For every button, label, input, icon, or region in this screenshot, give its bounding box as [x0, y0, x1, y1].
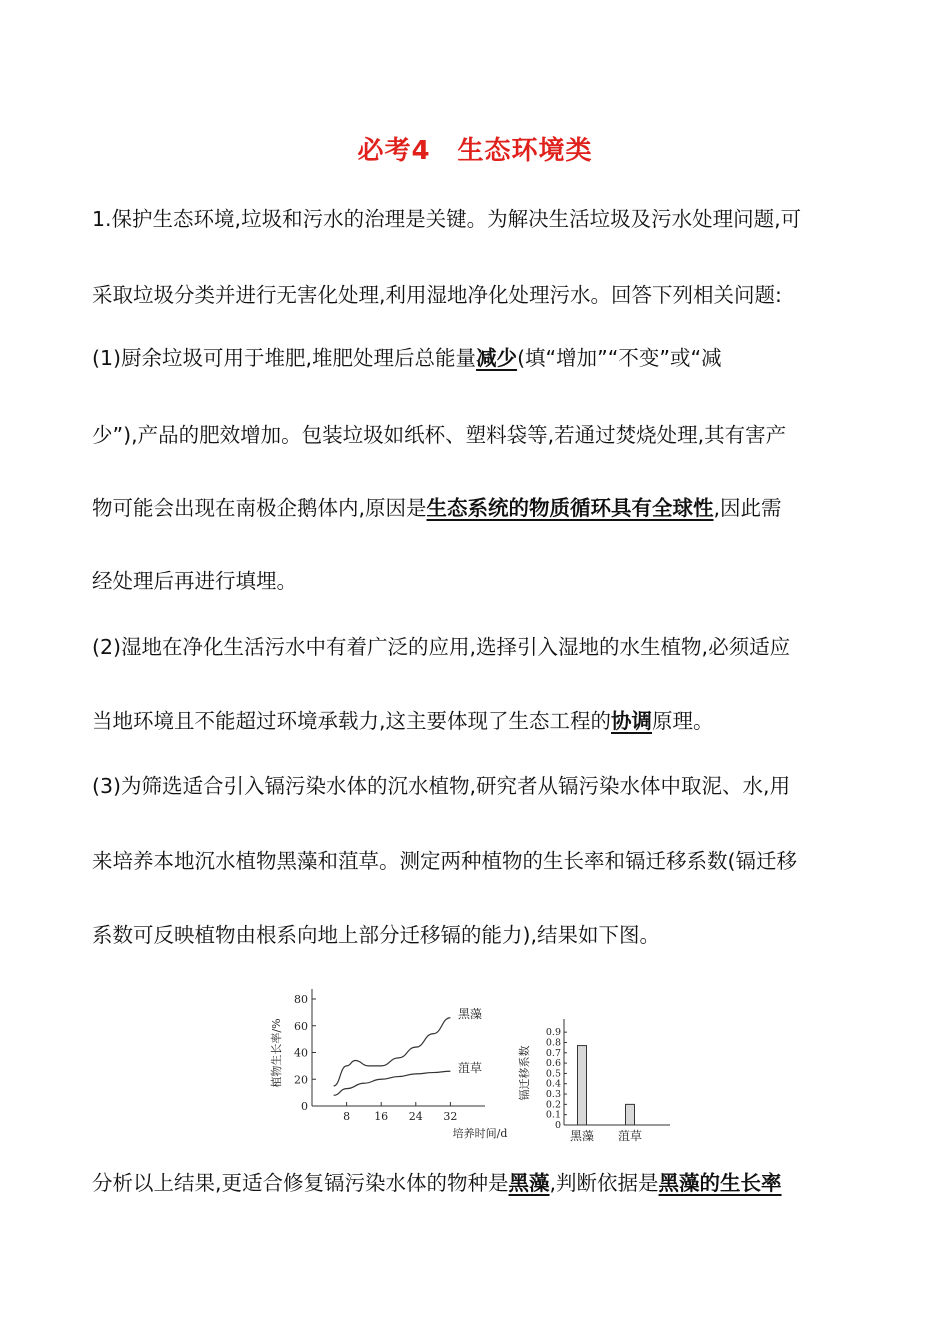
- part1-line-3: [92, 493, 862, 523]
- part2-text-a: 当地环境且不能超过环境承载力,这主要体现了生态工程的: [92, 709, 612, 733]
- bar-2: [626, 1104, 635, 1125]
- part2-text-b: 原理。: [652, 709, 714, 733]
- part1-text-c: 物可能会出现在南极企鹅体内,原因是: [92, 496, 427, 520]
- answer-energy-change: 减少: [476, 346, 518, 370]
- part4-text-b: ,判断依据是: [549, 1171, 659, 1195]
- part2-line-2: [92, 706, 862, 736]
- bar-1: [578, 1046, 587, 1125]
- part1-line-2: 少”),产品的肥效增加。包装垃圾如纸杯、塑料袋等,若通过焚烧处理,其有害产: [92, 423, 787, 447]
- part4-line-1: [92, 1168, 862, 1198]
- part3-line-2: 来培养本地沉水植物黑藻和菹草。测定两种植物的生长率和镉迁移系数(镉迁移: [92, 849, 797, 873]
- series-line-1: [334, 1018, 451, 1086]
- bar-category-label: 黑藻: [569, 1129, 595, 1143]
- bar-y-tick-label: 0.5: [545, 1068, 561, 1080]
- y-tick-label: 20: [294, 1073, 308, 1087]
- part4-text-a: 分析以上结果,更适合修复镉污染水体的物种是: [92, 1171, 509, 1195]
- bar-y-tick-label: 0.1: [545, 1109, 561, 1121]
- part3-line-1: (3)为筛选适合引入镉污染水体的沉水植物,研究者从镉污染水体中取泥、水,用: [92, 774, 791, 798]
- cadmium-migration-bar-chart: [517, 1019, 670, 1143]
- y-tick-label: 40: [294, 1046, 308, 1060]
- bar-category-label: 菹草: [617, 1129, 643, 1143]
- question-intro-line-1: 1.保护生态环境,垃圾和污水的治理是关键。为解决生活垃圾及污水处理问题,可: [92, 207, 802, 231]
- series-line-2: [334, 1071, 451, 1095]
- answer-basis: 黑藻的生长率: [658, 1171, 782, 1195]
- series-label-2: 菹草: [458, 1061, 483, 1075]
- x-axis-label: 培养时间/d: [452, 1127, 508, 1140]
- part3-line-3: 系数可反映植物由根系向地上部分迁移镉的能力),结果如下图。: [92, 923, 661, 947]
- x-tick-label: 8: [343, 1110, 351, 1123]
- growth-rate-line-chart: [269, 989, 507, 1140]
- bar-y-tick-label: 0: [554, 1120, 561, 1131]
- part1-text-b: (填“增加”“不变”或“减: [517, 346, 722, 370]
- x-tick-label: 24: [408, 1110, 423, 1123]
- figure-charts: [260, 975, 680, 1145]
- answer-reason: 生态系统的物质循环具有全球性: [426, 496, 714, 520]
- bar-y-axis-label: 镉迁移系数: [518, 1045, 531, 1101]
- bar-y-tick-label: 0.6: [545, 1058, 561, 1070]
- part2-line-1: (2)湿地在净化生活污水中有着广泛的应用,选择引入湿地的水生植物,必须适应: [92, 635, 791, 659]
- bar-y-tick-label: 0.4: [545, 1078, 561, 1090]
- y-tick-label: 80: [294, 993, 308, 1006]
- x-tick-label: 32: [443, 1110, 458, 1123]
- page-title: 必考4 生态环境类: [357, 136, 593, 166]
- answer-species: 黑藻: [508, 1171, 550, 1195]
- y-tick-label: 60: [294, 1019, 308, 1033]
- part1-text-a: (1)厨余垃圾可用于堆肥,堆肥处理后总能量: [92, 346, 477, 370]
- bar-y-tick-label: 0.2: [545, 1099, 561, 1111]
- y-axis-label: 植物生长率/%: [270, 1018, 283, 1088]
- y-tick-label: 0: [301, 1100, 308, 1113]
- answer-principle: 协调: [611, 709, 653, 733]
- x-tick-label: 16: [374, 1110, 389, 1123]
- bar-y-tick-label: 0.3: [545, 1089, 561, 1101]
- part1-text-d: ,因此需: [713, 496, 782, 520]
- question-intro-line-2: 采取垃圾分类并进行无害化处理,利用湿地净化处理污水。回答下列相关问题:: [92, 283, 782, 307]
- part1-line-4: 经处理后再进行填埋。: [92, 569, 297, 593]
- series-label-1: 黑藻: [458, 1007, 483, 1021]
- bar-y-tick-label: 0.8: [545, 1037, 561, 1049]
- part1-line-1: [92, 343, 862, 373]
- bar-y-tick-label: 0.7: [545, 1047, 561, 1059]
- bar-y-tick-label: 0.9: [545, 1027, 561, 1039]
